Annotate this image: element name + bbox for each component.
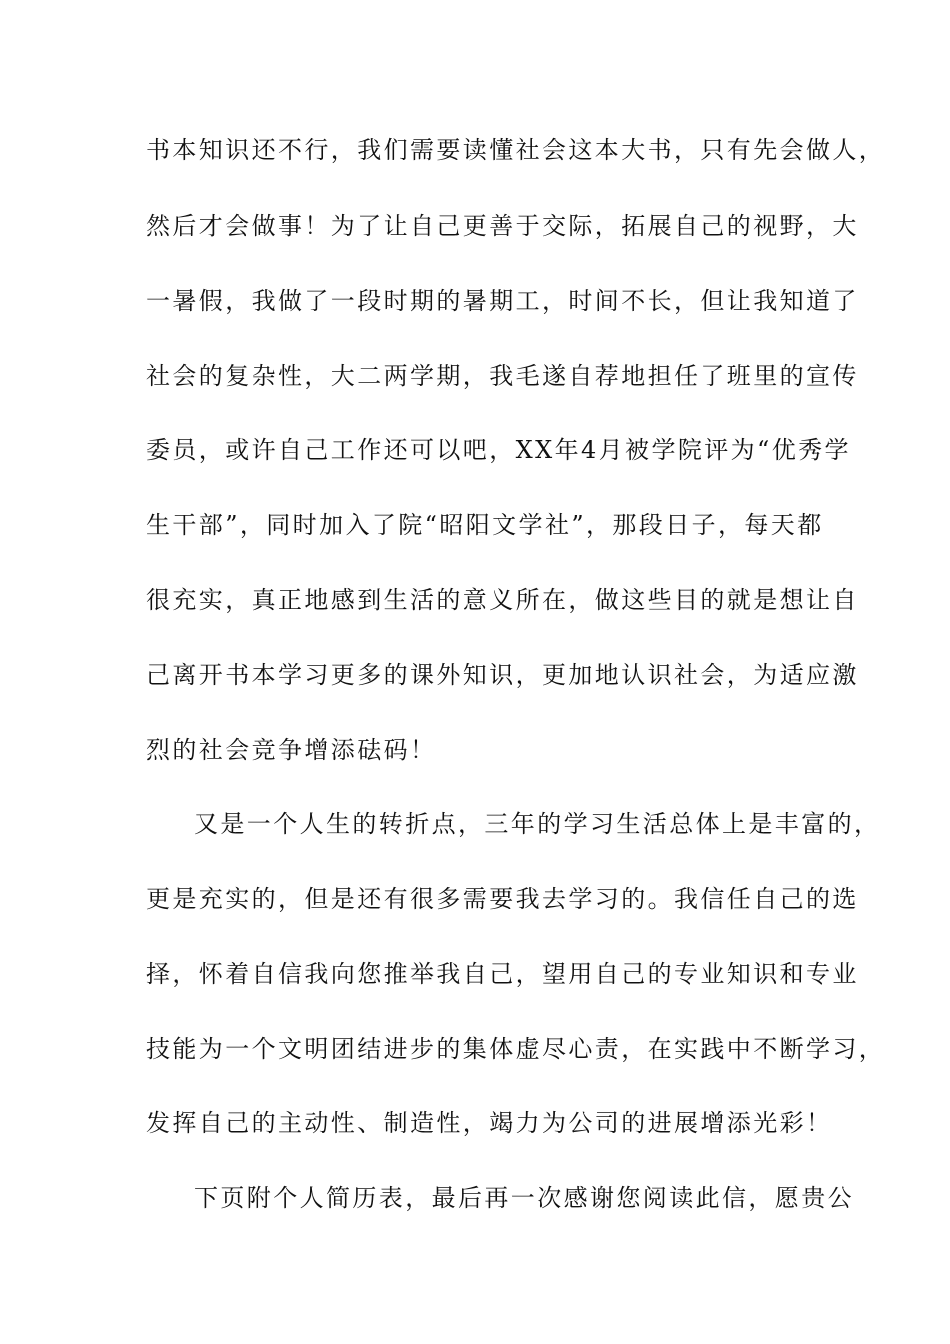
text-line: 然后才会做事！为了让自己更善于交际，拓展自己的视野，大 — [146, 212, 859, 240]
text-line: 技能为一个文明团结进步的集体虚尽心责，在实践中不断学习， — [146, 1035, 886, 1063]
text-line: 烈的社会竞争增添砝码！ — [146, 736, 437, 764]
text-line: 社会的复杂性，大二两学期，我毛遂自荐地担任了班里的宣传 — [146, 362, 859, 390]
paragraph-first-line: 又是一个人生的转折点，三年的学习生活总体上是丰富的， — [194, 810, 881, 838]
text-line: 择，怀着自信我向您推举我自己，望用自己的专业知识和专业 — [146, 960, 859, 988]
text-line: 书本知识还不行，我们需要读懂社会这本大书，只有先会做人， — [146, 136, 886, 164]
text-line: 己离开书本学习更多的课外知识，更加地认识社会，为适应激 — [146, 661, 859, 689]
text-line: 很充实，真正地感到生活的意义所在，做这些目的就是想让自 — [146, 586, 859, 614]
text-line: 委员，或许自己工作还可以吧，XX年4月被学院评为“优秀学 — [146, 436, 851, 464]
text-line: 发挥自己的主动性、制造性，竭力为公司的进展增添光彩！ — [146, 1109, 833, 1137]
text-line: 生干部”，同时加入了院“昭阳文学社”，那段日子，每天都 — [146, 511, 824, 539]
text-line: 更是充实的，但是还有很多需要我去学习的。我信任自己的选 — [146, 885, 859, 913]
text-line: 一暑假，我做了一段时期的暑期工，时间不长，但让我知道了 — [146, 287, 859, 315]
paragraph-first-line: 下页附个人简历表，最后再一次感谢您阅读此信，愿贵公 — [194, 1184, 854, 1212]
